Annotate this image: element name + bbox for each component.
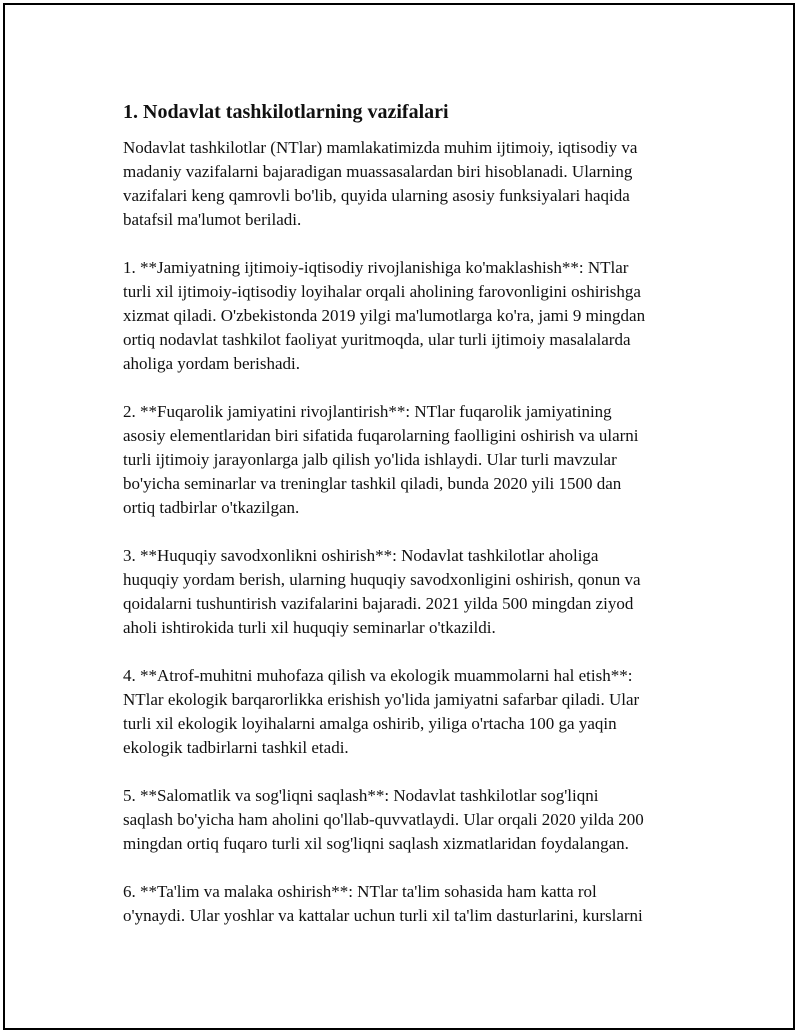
list-item-5 <box>123 784 703 856</box>
paragraph-line: qoidalarni tushuntirish vazifalarini bajaradi. 2021 yilda 500 mingdan ziyod <box>123 594 634 613</box>
paragraph-line: NTlar ekologik barqarorlikka erishish yo'lida jamiyatni safarbar qiladi. Ular <box>123 690 640 709</box>
paragraph-line: madaniy vazifalarni bajaradigan muassasalardan biri hisoblanadi. Ularning <box>123 162 633 181</box>
paragraph-line: saqlash bo'yicha ham aholini qo'llab-quvvatlaydi. Ular orqali 2020 yilda 200 <box>123 810 644 829</box>
paragraph-line: 6. **Ta'lim va malaka oshirish**: NTlar ta'lim sohasida ham katta rol <box>123 882 597 901</box>
paragraph-line: turli xil ijtimoiy-iqtisodiy loyihalar orqali aholining farovonligini oshirishga <box>123 282 641 301</box>
paragraph-line: turli xil ekologik loyihalarni amalga oshirib, yiliga o'rtacha 100 ga yaqin <box>123 714 617 733</box>
intro-paragraph <box>123 136 703 232</box>
list-item-4 <box>123 664 703 760</box>
paragraph-line: asosiy elementlaridan biri sifatida fuqarolarning faolligini oshirish va ularni <box>123 426 639 445</box>
paragraph-line: 5. **Salomatlik va sog'liqni saqlash**: Nodavlat tashkilotlar sog'liqni <box>123 786 599 805</box>
paragraph-line: mingdan ortiq fuqaro turli xil sog'liqni saqlash xizmatlaridan foydalangan. <box>123 834 629 853</box>
paragraph-line: batafsil ma'lumot beriladi. <box>123 210 302 229</box>
paragraph-line: 1. **Jamiyatning ijtimoiy-iqtisodiy rivojlanishiga ko'maklashish**: NTlar <box>123 258 629 277</box>
paragraph-line: 4. **Atrof-muhitni muhofaza qilish va ekologik muammolarni hal etish**: <box>123 666 633 685</box>
list-item-2 <box>123 400 703 520</box>
paragraph-line: aholiga yordam berishadi. <box>123 354 301 373</box>
paragraph-line: turli ijtimoiy jarayonlarga jalb qilish yo'lida ishlaydi. Ular turli mavzular <box>123 450 617 469</box>
paragraph-line: ortiq tadbirlar o'tkazilgan. <box>123 498 300 517</box>
list-item-6 <box>123 880 703 928</box>
list-item-1 <box>123 256 703 376</box>
paragraph-line: xizmat qiladi. O'zbekistonda 2019 yilgi ma'lumotlarga ko'ra, jami 9 mingdan <box>123 306 646 325</box>
list-item-3 <box>123 544 703 640</box>
paragraph-line: aholi ishtirokida turli xil huquqiy seminarlar o'tkazildi. <box>123 618 496 637</box>
paragraph-line: bo'yicha seminarlar va treninglar tashkil qiladi, bunda 2020 yili 1500 dan <box>123 474 622 493</box>
section-heading: 1. Nodavlat tashkilotlarning vazifalari <box>123 101 449 123</box>
page-frame <box>3 3 795 1030</box>
paragraph-line: o'ynaydi. Ular yoshlar va kattalar uchun turli xil ta'lim dasturlarini, kurslarni <box>123 906 643 925</box>
paragraph-line: vazifalari keng qamrovli bo'lib, quyida ularning asosiy funksiyalari haqida <box>123 186 630 205</box>
paragraph-line: huquqiy yordam berish, ularning huquqiy savodxonligini oshirish, qonun va <box>123 570 641 589</box>
paragraph-line: 2. **Fuqarolik jamiyatini rivojlantirish**: NTlar fuqarolik jamiyatining <box>123 402 612 421</box>
paragraph-line: ortiq nodavlat tashkilot faoliyat yuritmoqda, ular turli ijtimoiy masalalarda <box>123 330 631 349</box>
paragraph-line: 3. **Huquqiy savodxonlikni oshirish**: Nodavlat tashkilotlar aholiga <box>123 546 599 565</box>
paragraph-line: ekologik tadbirlarni tashkil etadi. <box>123 738 349 757</box>
paragraph-line: Nodavlat tashkilotlar (NTlar) mamlakatimizda muhim ijtimoiy, iqtisodiy va <box>123 138 638 157</box>
document-body <box>123 100 703 952</box>
